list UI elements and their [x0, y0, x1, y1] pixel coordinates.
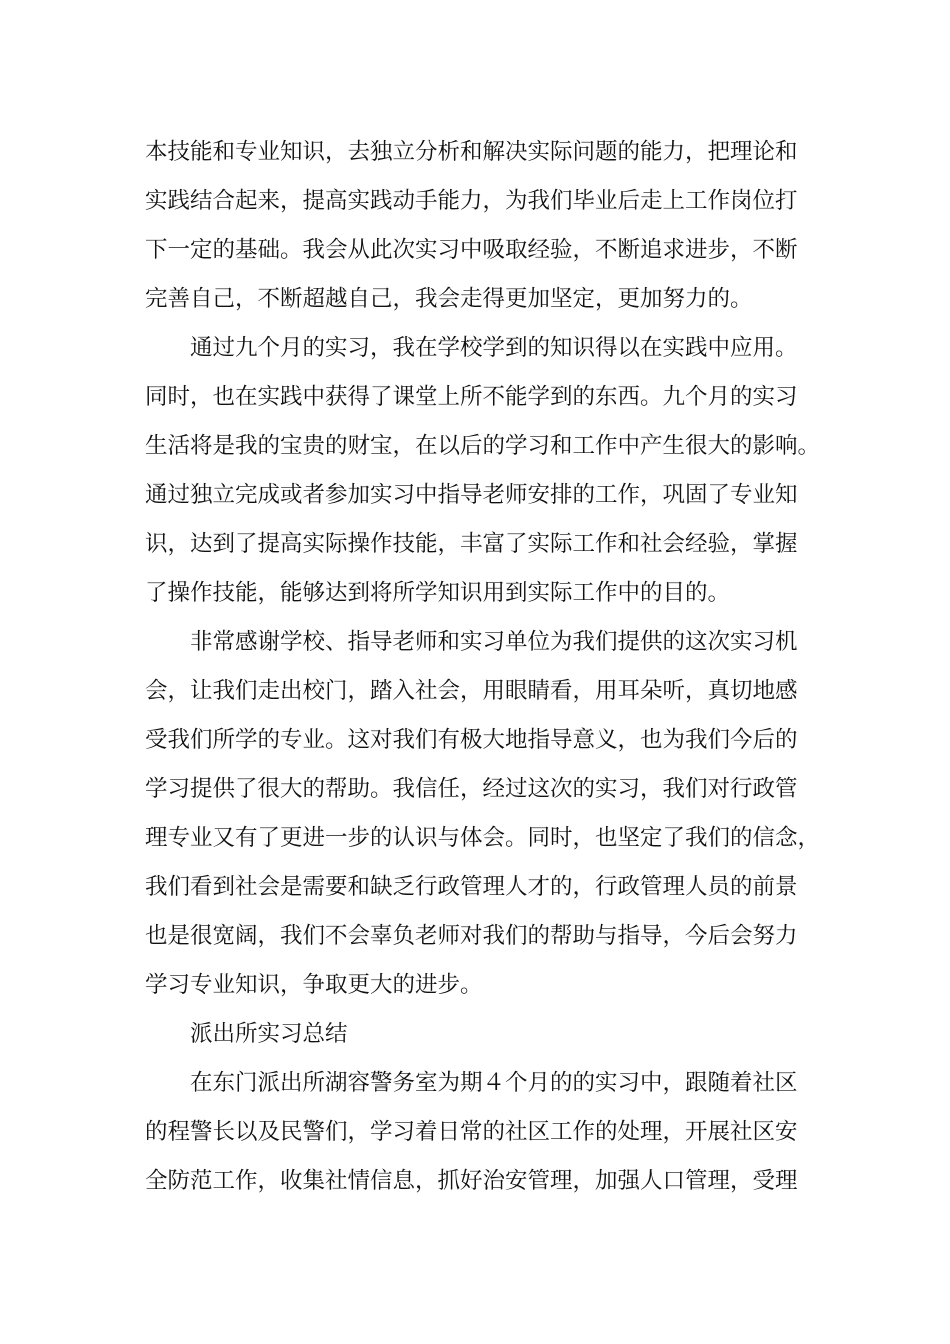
text-line: 了操作技能，能够达到将所学知识用到实际工作中的目的。 — [145, 580, 731, 606]
paragraph-first-line: 在东门派出所湖容警务室为期４个月的的实习中，跟随着社区 — [190, 1070, 798, 1096]
text-line: 的程警长以及民警们，学习着日常的社区工作的处理，开展社区安 — [145, 1119, 798, 1145]
text-line: 通过独立完成或者参加实习中指导老师安排的工作，巩固了专业知 — [145, 482, 798, 508]
text-line: 实践结合起来，提高实践动手能力，为我们毕业后走上工作岗位打 — [145, 188, 798, 214]
text-line: 全防范工作，收集社情信息，抓好治安管理，加强人口管理，受理 — [145, 1168, 798, 1194]
text-line: 会，让我们走出校门，踏入社会，用眼睛看，用耳朵听，真切地感 — [145, 678, 798, 704]
text-line: 同时，也在实践中获得了课堂上所不能学到的东西。九个月的实习 — [145, 384, 798, 410]
text-line: 识，达到了提高实际操作技能，丰富了实际工作和社会经验，掌握 — [145, 531, 798, 557]
paragraph-first-line: 通过九个月的实习，我在学校学到的知识得以在实践中应用。 — [190, 335, 798, 361]
text-line: 学习提供了很大的帮助。我信任，经过这次的实习，我们对行政管 — [145, 776, 798, 802]
text-line: 我们看到社会是需要和缺乏行政管理人才的，行政管理人员的前景 — [145, 874, 798, 900]
text-line: 理专业又有了更进一步的认识与体会。同时，也坚定了我们的信念， — [145, 825, 821, 851]
paragraph-first-line: 非常感谢学校、指导老师和实习单位为我们提供的这次实习机 — [190, 629, 798, 655]
text-line: 生活将是我的宝贵的财宝，在以后的学习和工作中产生很大的影响。 — [145, 433, 821, 459]
text-line: 下一定的基础。我会从此次实习中吸取经验，不断追求进步，不断 — [145, 237, 798, 263]
text-line: 本技能和专业知识，去独立分析和解决实际问题的能力，把理论和 — [145, 139, 798, 165]
text-line: 也是很宽阔，我们不会辜负老师对我们的帮助与指导，今后会努力 — [145, 923, 798, 949]
section-heading: 派出所实习总结 — [190, 1021, 348, 1047]
text-line: 受我们所学的专业。这对我们有极大地指导意义，也为我们今后的 — [145, 727, 798, 753]
text-line: 完善自己，不断超越自己，我会走得更加坚定，更加努力的。 — [145, 286, 753, 312]
text-line: 学习专业知识，争取更大的进步。 — [145, 972, 483, 998]
